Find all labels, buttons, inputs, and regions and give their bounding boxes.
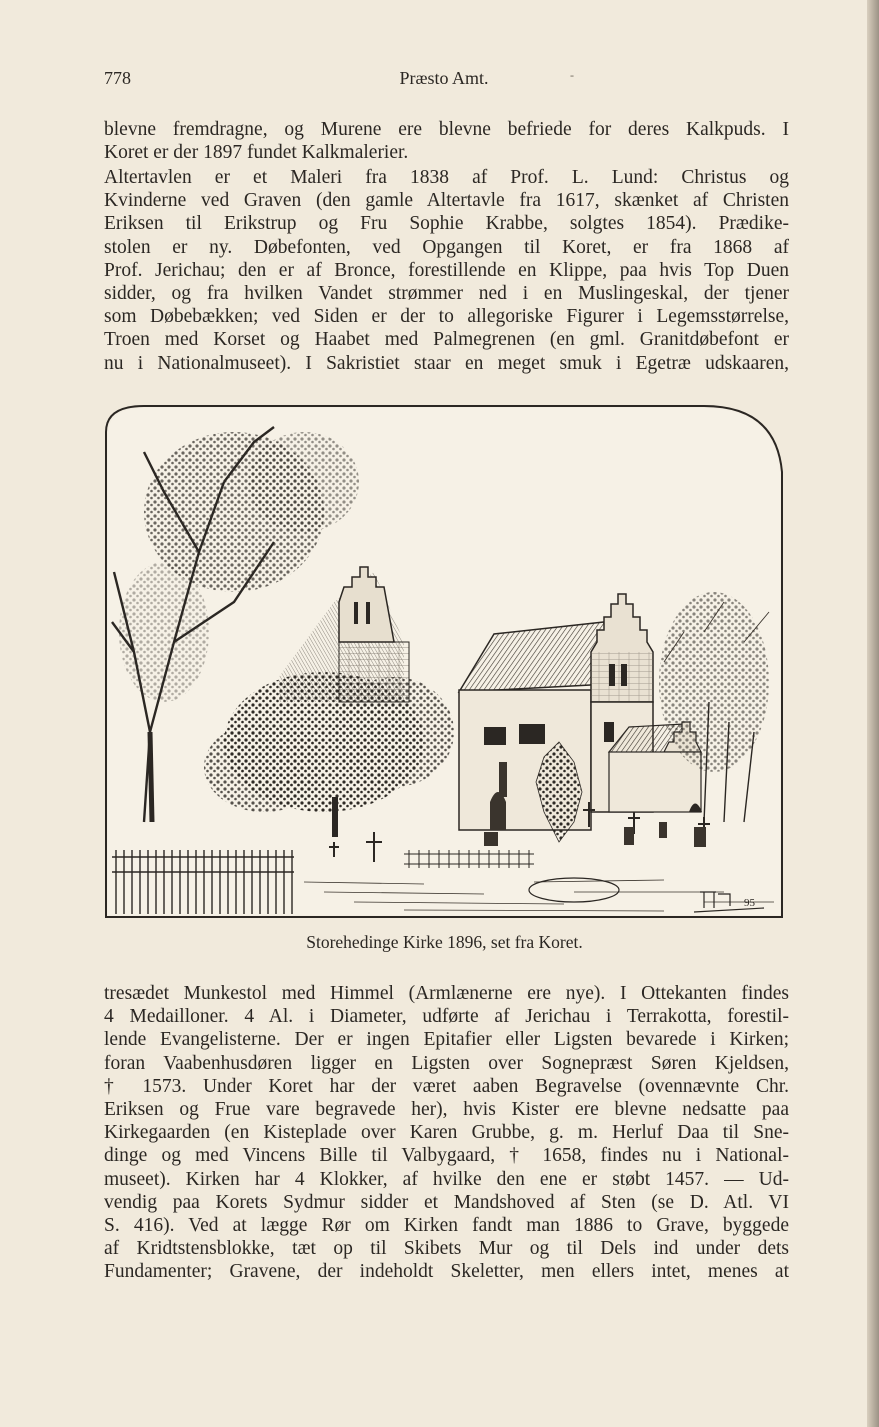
paragraph-3 — [104, 982, 789, 1284]
text-line: foran Vaabenhusdøren ligger en Ligsten over Sognepræst Søren Kjeldsen, — [104, 1052, 789, 1074]
running-head: Præsto Amt. — [399, 68, 489, 88]
text-line: vendig paa Korets Sydmur sidder et Mandshoved af Sten (se D. Atl. VI — [104, 1191, 789, 1213]
text-line: Kvinderne ved Graven (den gamle Altertavle fra 1617, skænket af Christen — [104, 190, 789, 212]
text-line: Altertavlen er et Maleri fra 1838 af Prof. L. Lund: Christus og — [104, 167, 789, 188]
text-line: Fundamenter; Gravene, der indeholdt Skeletter, men ellers intet, menes at — [104, 1261, 789, 1283]
page-number: 778 — [104, 68, 131, 88]
text-line: nu i Nationalmuseet). I Sakristiet staar en meget smuk i Egetræ udskaaren, — [104, 352, 789, 374]
text-line: lende Evangelisterne. Der er ingen Epitafier eller Ligsten bevarede i Kirken; — [104, 1029, 789, 1051]
text-line: Eriksen og Frue vare begravede her), hvis Kister ere blevne nedsatte paa — [104, 1099, 789, 1121]
text-line: tresædet Munkestol med Himmel (Armlænerne ere nye). I Ottekanten findes — [104, 983, 789, 1004]
text-line: museet). Kirken har 4 Klokker, af hvilke den ene er støbt 1457. — Ud- — [104, 1168, 789, 1190]
text-line: Troen med Korset og Haabet med Palmegrenen (en gml. Granitdøbefont er — [104, 329, 789, 351]
stray-mark: - — [570, 68, 574, 82]
paragraph-1 — [104, 118, 789, 164]
text-line: Prof. Jerichau; den er af Bronce, forestillende en Klippe, paa hvis Top Duen — [104, 259, 789, 281]
text-line: sidder, og fra hvilken Vandet strømmer ned i en Muslingeskal, der tjener — [104, 283, 789, 305]
text-line: Koret er der 1897 fundet Kalkmalerier. — [104, 142, 409, 164]
text-line: stolen er ny. Døbefonten, ved Opgangen til Koret, er fra 1868 af — [104, 236, 789, 258]
text-line: Eriksen til Erikstrup og Fru Sophie Krabbe, solgtes 1854). Prædike- — [104, 213, 789, 235]
page-edge-shadow — [867, 0, 879, 1427]
text-line: 4 Medailloner. 4 Al. i Diameter, udførte af Jerichau i Terrakotta, forestil- — [104, 1006, 789, 1028]
church-illustration — [104, 402, 785, 919]
text-line: † 1573. Under Koret har der været aaben Begravelse (ovennævnte Chr. — [104, 1075, 789, 1097]
figure-caption: Storehedinge Kirke 1896, set fra Koret. — [306, 932, 583, 952]
paragraph-2 — [104, 166, 789, 375]
text-line: Kirkegaarden (en Kisteplade over Karen Grubbe, g. m. Herluf Daa til Sne- — [104, 1122, 789, 1144]
text-line: som Døbebækken; ved Siden er der to allegoriske Figurer i Legemsstørrelse, — [104, 306, 789, 328]
page-header — [104, 68, 784, 96]
text-line: blevne fremdragne, og Murene ere blevne befriede for deres Kalkpuds. I — [104, 119, 789, 140]
text-line: af Kridtstensblokke, tæt op til Skibets Mur og til Dels ind under dets — [104, 1238, 789, 1260]
text-line: S. 416). Ved at lægge Rør om Kirken fandt man 1886 to Grave, byggede — [104, 1215, 789, 1237]
artist-signature: 95 — [744, 897, 755, 909]
text-line: dinge og med Vincens Bille til Valbygaard, † 1658, findes nu i National- — [104, 1145, 789, 1167]
